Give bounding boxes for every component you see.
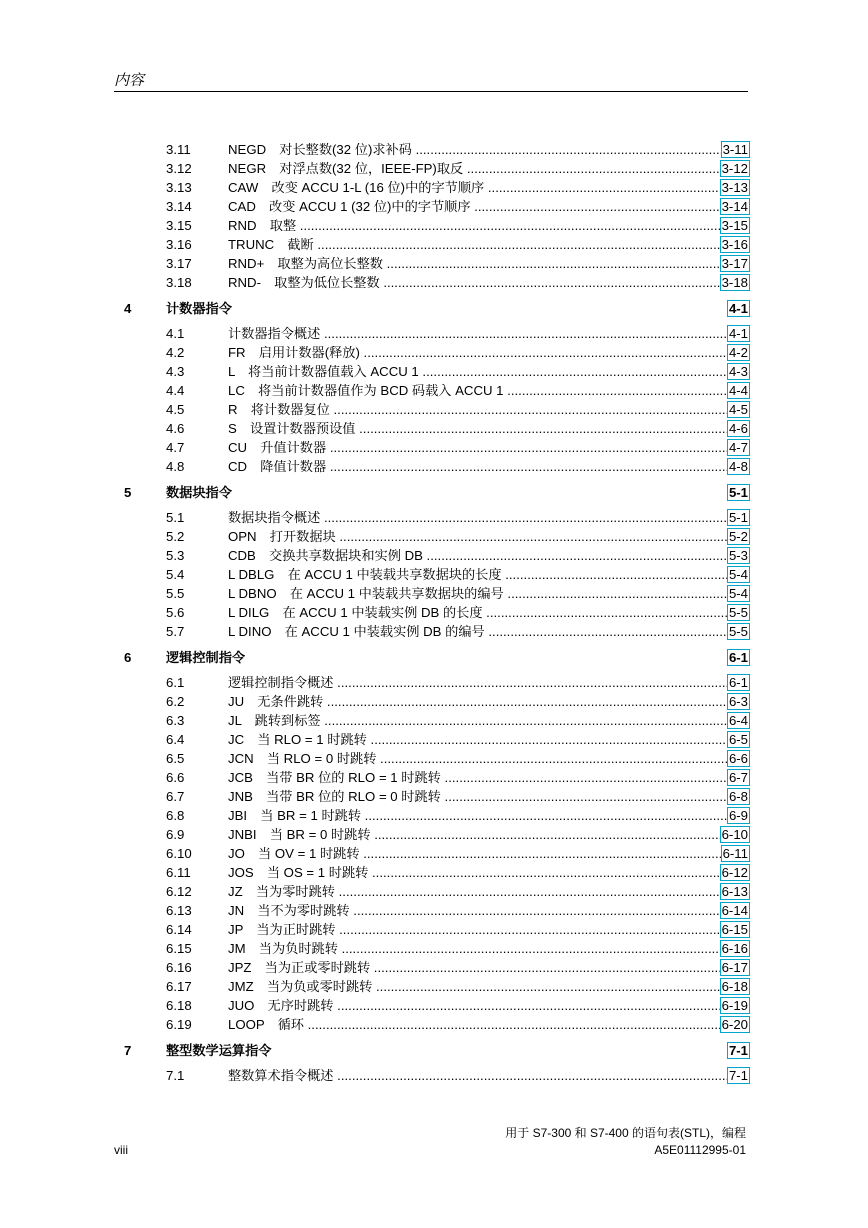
toc-entry[interactable] bbox=[0, 343, 868, 362]
section-title: JNB 当带 BR 位的 RLO = 0 时跳转 ..... bbox=[228, 787, 748, 806]
page-link[interactable]: 3-15 bbox=[721, 218, 748, 233]
section-title: NEGR 对浮点数(32 位，IEEE-FP)取反 ..... bbox=[228, 159, 748, 178]
section-title: JMZ 当为负或零时跳转 ..... bbox=[228, 977, 748, 996]
section-title: NEGD 对长整数(32 位)求补码 ..... bbox=[228, 140, 748, 159]
section-title: L DBNO 在 ACCU 1 中装载共享数据块的编号 ..... bbox=[228, 584, 748, 603]
section-number: 6.5 bbox=[166, 751, 185, 766]
page-link[interactable]: 7-1 bbox=[728, 1043, 748, 1058]
page-link[interactable]: 4-2 bbox=[728, 345, 748, 360]
section-title: CD 降值计数器 ..... bbox=[228, 457, 748, 476]
section-number: 6.6 bbox=[166, 770, 185, 785]
toc-entry[interactable] bbox=[0, 806, 868, 825]
toc-entry[interactable] bbox=[0, 692, 868, 711]
page-link[interactable]: 6-1 bbox=[728, 675, 748, 690]
section-number: 3.17 bbox=[166, 256, 192, 271]
page-link[interactable]: 5-4 bbox=[728, 586, 748, 601]
section-title: 整数算术指令概述 ..... bbox=[228, 1066, 748, 1085]
section-title: RND+ 取整为高位长整数 ..... bbox=[228, 254, 748, 273]
section-number: 5.4 bbox=[166, 567, 185, 582]
page-link[interactable]: 6-5 bbox=[728, 732, 748, 747]
toc-entry[interactable] bbox=[0, 730, 868, 749]
page-link[interactable]: 3-16 bbox=[721, 237, 748, 252]
toc-entry[interactable] bbox=[0, 977, 868, 996]
chapter-number: 4 bbox=[124, 301, 132, 316]
page-link[interactable]: 5-1 bbox=[728, 510, 748, 525]
page-header-title: 内容 bbox=[114, 73, 145, 89]
toc-entry[interactable] bbox=[0, 787, 868, 806]
chapter-title: 计数器指令 bbox=[166, 301, 232, 316]
section-title: LC 将当前计数器值作为 BCD 码载入 ACCU 1 ..... bbox=[228, 381, 748, 400]
toc-entry[interactable] bbox=[0, 1015, 868, 1034]
section-title: CU 升值计数器 ..... bbox=[228, 438, 748, 457]
section-title: JC 当 RLO = 1 时跳转 ..... bbox=[228, 730, 748, 749]
section-title: JNBI 当 BR = 0 时跳转 ..... bbox=[228, 825, 748, 844]
toc-entry[interactable] bbox=[0, 584, 868, 603]
toc-entry[interactable] bbox=[0, 381, 868, 400]
toc-chapter-heading[interactable] bbox=[0, 299, 868, 319]
toc-entry[interactable] bbox=[0, 882, 868, 901]
section-title: JP 当为正时跳转 ..... bbox=[228, 920, 748, 939]
section-number: 6.9 bbox=[166, 827, 185, 842]
page-link[interactable]: 6-16 bbox=[721, 941, 748, 956]
toc-entry[interactable] bbox=[0, 711, 868, 730]
page-link[interactable]: 6-10 bbox=[721, 827, 748, 842]
section-number: 7.1 bbox=[166, 1068, 185, 1083]
chapter-number: 6 bbox=[124, 650, 132, 665]
section-number: 4.8 bbox=[166, 459, 185, 474]
section-title: CDB 交换共享数据块和实例 DB ..... bbox=[228, 546, 748, 565]
section-title: JZ 当为零时跳转 ..... bbox=[228, 882, 748, 901]
page-link[interactable]: 4-1 bbox=[728, 326, 748, 341]
toc-entry[interactable] bbox=[0, 235, 868, 254]
page-link[interactable]: 3-17 bbox=[721, 256, 748, 271]
toc-entry[interactable] bbox=[0, 438, 868, 457]
footer-page-number: viii bbox=[114, 1143, 128, 1157]
section-title: JN 当不为零时跳转 ..... bbox=[228, 901, 748, 920]
header-divider bbox=[114, 91, 748, 92]
section-number: 5.7 bbox=[166, 624, 185, 639]
section-number: 3.18 bbox=[166, 275, 192, 290]
section-number: 4.3 bbox=[166, 364, 185, 379]
page-link[interactable]: 6-7 bbox=[728, 770, 748, 785]
section-title: RND 取整 ..... bbox=[228, 216, 748, 235]
section-number: 4.2 bbox=[166, 345, 185, 360]
page-link[interactable]: 5-1 bbox=[728, 485, 748, 500]
toc-entry[interactable] bbox=[0, 546, 868, 565]
section-title: L DBLG 在 ACCU 1 中装载共享数据块的长度 ..... bbox=[228, 565, 748, 584]
toc-entry[interactable] bbox=[0, 419, 868, 438]
section-number: 4.1 bbox=[166, 326, 185, 341]
page-link[interactable]: 6-13 bbox=[721, 884, 748, 899]
page-link[interactable]: 4-3 bbox=[728, 364, 748, 379]
chapter-number: 5 bbox=[124, 485, 132, 500]
toc-entry[interactable] bbox=[0, 749, 868, 768]
chapter-title: 数据块指令 bbox=[166, 485, 232, 500]
section-title: CAD 改变 ACCU 1 (32 位)中的字节顺序 ..... bbox=[228, 197, 748, 216]
page-link[interactable]: 4-5 bbox=[728, 402, 748, 417]
page-link[interactable]: 4-4 bbox=[728, 383, 748, 398]
section-title: R 将计数器复位 ..... bbox=[228, 400, 748, 419]
section-title: FR 启用计数器(释放) ..... bbox=[228, 343, 748, 362]
toc-entry[interactable] bbox=[0, 324, 868, 343]
section-title: LOOP 循环 ..... bbox=[228, 1015, 748, 1034]
section-number: 6.2 bbox=[166, 694, 185, 709]
page-link[interactable]: 6-19 bbox=[721, 998, 748, 1013]
toc-entry[interactable] bbox=[0, 400, 868, 419]
toc-entry[interactable] bbox=[0, 140, 868, 159]
chapter-number: 7 bbox=[124, 1043, 132, 1058]
page-link[interactable]: 4-7 bbox=[728, 440, 748, 455]
page-link[interactable]: 6-18 bbox=[721, 979, 748, 994]
page-link[interactable]: 3-18 bbox=[721, 275, 748, 290]
page-link[interactable]: 6-8 bbox=[728, 789, 748, 804]
section-title: L DINO 在 ACCU 1 中装载实例 DB 的编号 ..... bbox=[228, 622, 748, 641]
toc-entry[interactable] bbox=[0, 362, 868, 381]
section-number: 3.15 bbox=[166, 218, 192, 233]
toc-entry[interactable] bbox=[0, 996, 868, 1015]
table-of-contents bbox=[0, 140, 868, 1085]
section-number: 5.3 bbox=[166, 548, 185, 563]
toc-entry[interactable] bbox=[0, 825, 868, 844]
section-title: JO 当 OV = 1 时跳转 ..... bbox=[228, 844, 748, 863]
section-number: 6.7 bbox=[166, 789, 185, 804]
section-number: 6.1 bbox=[166, 675, 185, 690]
section-title: JUO 无序时跳转 ..... bbox=[228, 996, 748, 1015]
section-number: 6.11 bbox=[166, 865, 191, 880]
page-link[interactable]: 5-3 bbox=[728, 548, 748, 563]
section-title: 计数器指令概述 ..... bbox=[228, 324, 748, 343]
section-title: JOS 当 OS = 1 时跳转 ..... bbox=[228, 863, 748, 882]
section-number: 6.12 bbox=[166, 884, 192, 899]
section-number: 4.5 bbox=[166, 402, 185, 417]
page-link[interactable]: 6-12 bbox=[721, 865, 748, 880]
section-title: RND- 取整为低位长整数 ..... bbox=[228, 273, 748, 292]
section-title: JU 无条件跳转 ..... bbox=[228, 692, 748, 711]
section-number: 3.14 bbox=[166, 199, 192, 214]
toc-entry[interactable] bbox=[0, 844, 868, 863]
section-title: CAW 改变 ACCU 1-L (16 位)中的字节顺序 ..... bbox=[228, 178, 748, 197]
page-link[interactable]: 6-14 bbox=[721, 903, 748, 918]
toc-entry[interactable] bbox=[0, 457, 868, 476]
section-number: 3.13 bbox=[166, 180, 192, 195]
page-link[interactable]: 3-12 bbox=[721, 161, 748, 176]
toc-entry[interactable] bbox=[0, 939, 868, 958]
toc-entry[interactable] bbox=[0, 527, 868, 546]
section-title: S 设置计数器预设值 ..... bbox=[228, 419, 748, 438]
toc-entry[interactable] bbox=[0, 901, 868, 920]
section-number: 6.14 bbox=[166, 922, 192, 937]
toc-chapter-heading[interactable] bbox=[0, 648, 868, 668]
page-link[interactable]: 5-5 bbox=[728, 605, 748, 620]
page-link[interactable]: 6-20 bbox=[721, 1017, 748, 1032]
toc-entry[interactable] bbox=[0, 254, 868, 273]
section-title: L DILG 在 ACCU 1 中装载实例 DB 的长度 ..... bbox=[228, 603, 748, 622]
page-link[interactable]: 6-4 bbox=[728, 713, 748, 728]
section-title: JPZ 当为正或零时跳转 ..... bbox=[228, 958, 748, 977]
section-number: 6.3 bbox=[166, 713, 185, 728]
section-number: 4.7 bbox=[166, 440, 185, 455]
toc-entry[interactable] bbox=[0, 622, 868, 641]
toc-entry[interactable] bbox=[0, 673, 868, 692]
section-number: 6.15 bbox=[166, 941, 192, 956]
toc-entry[interactable] bbox=[0, 768, 868, 787]
section-title: JBI 当 BR = 1 时跳转 ..... bbox=[228, 806, 748, 825]
section-title: JCB 当带 BR 位的 RLO = 1 时跳转 ..... bbox=[228, 768, 748, 787]
section-title: JL 跳转到标签 ..... bbox=[228, 711, 748, 730]
section-title: 逻辑控制指令概述 ..... bbox=[228, 673, 748, 692]
toc-chapter-heading[interactable] bbox=[0, 1041, 868, 1061]
section-title: 数据块指令概述 ..... bbox=[228, 508, 748, 527]
section-number: 6.17 bbox=[166, 979, 192, 994]
chapter-title: 逻辑控制指令 bbox=[166, 650, 246, 665]
chapter-title: 整型数学运算指令 bbox=[166, 1043, 272, 1058]
toc-entry[interactable] bbox=[0, 1066, 868, 1085]
page-link[interactable]: 6-3 bbox=[728, 694, 748, 709]
toc-entry[interactable] bbox=[0, 603, 868, 622]
section-number: 3.16 bbox=[166, 237, 192, 252]
page-link[interactable]: 7-1 bbox=[728, 1068, 748, 1083]
page-link[interactable]: 4-1 bbox=[728, 301, 748, 316]
page-link[interactable]: 3-11 bbox=[722, 142, 748, 157]
section-number: 4.6 bbox=[166, 421, 185, 436]
page-link[interactable]: 3-14 bbox=[721, 199, 748, 214]
section-number: 5.1 bbox=[166, 510, 185, 525]
section-number: 5.5 bbox=[166, 586, 185, 601]
toc-entry[interactable] bbox=[0, 197, 868, 216]
toc-entry[interactable] bbox=[0, 508, 868, 527]
toc-entry[interactable] bbox=[0, 159, 868, 178]
section-number: 3.11 bbox=[166, 142, 191, 157]
section-number: 5.2 bbox=[166, 529, 185, 544]
toc-entry[interactable] bbox=[0, 920, 868, 939]
toc-entry[interactable] bbox=[0, 863, 868, 882]
page-link[interactable]: 5-2 bbox=[728, 529, 748, 544]
toc-entry[interactable] bbox=[0, 178, 868, 197]
page-link[interactable]: 3-13 bbox=[721, 180, 748, 195]
section-number: 6.8 bbox=[166, 808, 185, 823]
footer-publication-title: 用于 S7-300 和 S7-400 的语句表(STL)，编程 bbox=[505, 1126, 746, 1140]
page-link[interactable]: 4-8 bbox=[728, 459, 748, 474]
toc-chapter-heading[interactable] bbox=[0, 483, 868, 503]
page-link[interactable]: 6-9 bbox=[728, 808, 748, 823]
section-title: TRUNC 截断 ..... bbox=[228, 235, 748, 254]
section-number: 3.12 bbox=[166, 161, 192, 176]
page-link[interactable]: 6-17 bbox=[721, 960, 748, 975]
section-title: L 将当前计数器值载入 ACCU 1 ..... bbox=[228, 362, 748, 381]
section-number: 6.10 bbox=[166, 846, 192, 861]
page-link[interactable]: 4-6 bbox=[728, 421, 748, 436]
page-link[interactable]: 5-5 bbox=[728, 624, 748, 639]
section-title: JCN 当 RLO = 0 时跳转 ..... bbox=[228, 749, 748, 768]
toc-entry[interactable] bbox=[0, 565, 868, 584]
section-number: 4.4 bbox=[166, 383, 185, 398]
footer-document-code: A5E01112995-01 bbox=[654, 1143, 746, 1157]
section-number: 6.13 bbox=[166, 903, 192, 918]
section-title: JM 当为负时跳转 ..... bbox=[228, 939, 748, 958]
page-link[interactable]: 5-4 bbox=[728, 567, 748, 582]
page-link[interactable]: 6-15 bbox=[721, 922, 748, 937]
page-link[interactable]: 6-1 bbox=[728, 650, 748, 665]
toc-entry[interactable] bbox=[0, 273, 868, 292]
section-number: 6.16 bbox=[166, 960, 192, 975]
section-number: 6.18 bbox=[166, 998, 192, 1013]
toc-entry[interactable] bbox=[0, 216, 868, 235]
section-number: 6.4 bbox=[166, 732, 185, 747]
section-number: 6.19 bbox=[166, 1017, 192, 1032]
toc-entry[interactable] bbox=[0, 958, 868, 977]
section-title: OPN 打开数据块 ..... bbox=[228, 527, 748, 546]
page-link[interactable]: 6-6 bbox=[728, 751, 748, 766]
page-link[interactable]: 6-11 bbox=[722, 846, 748, 861]
section-number: 5.6 bbox=[166, 605, 185, 620]
